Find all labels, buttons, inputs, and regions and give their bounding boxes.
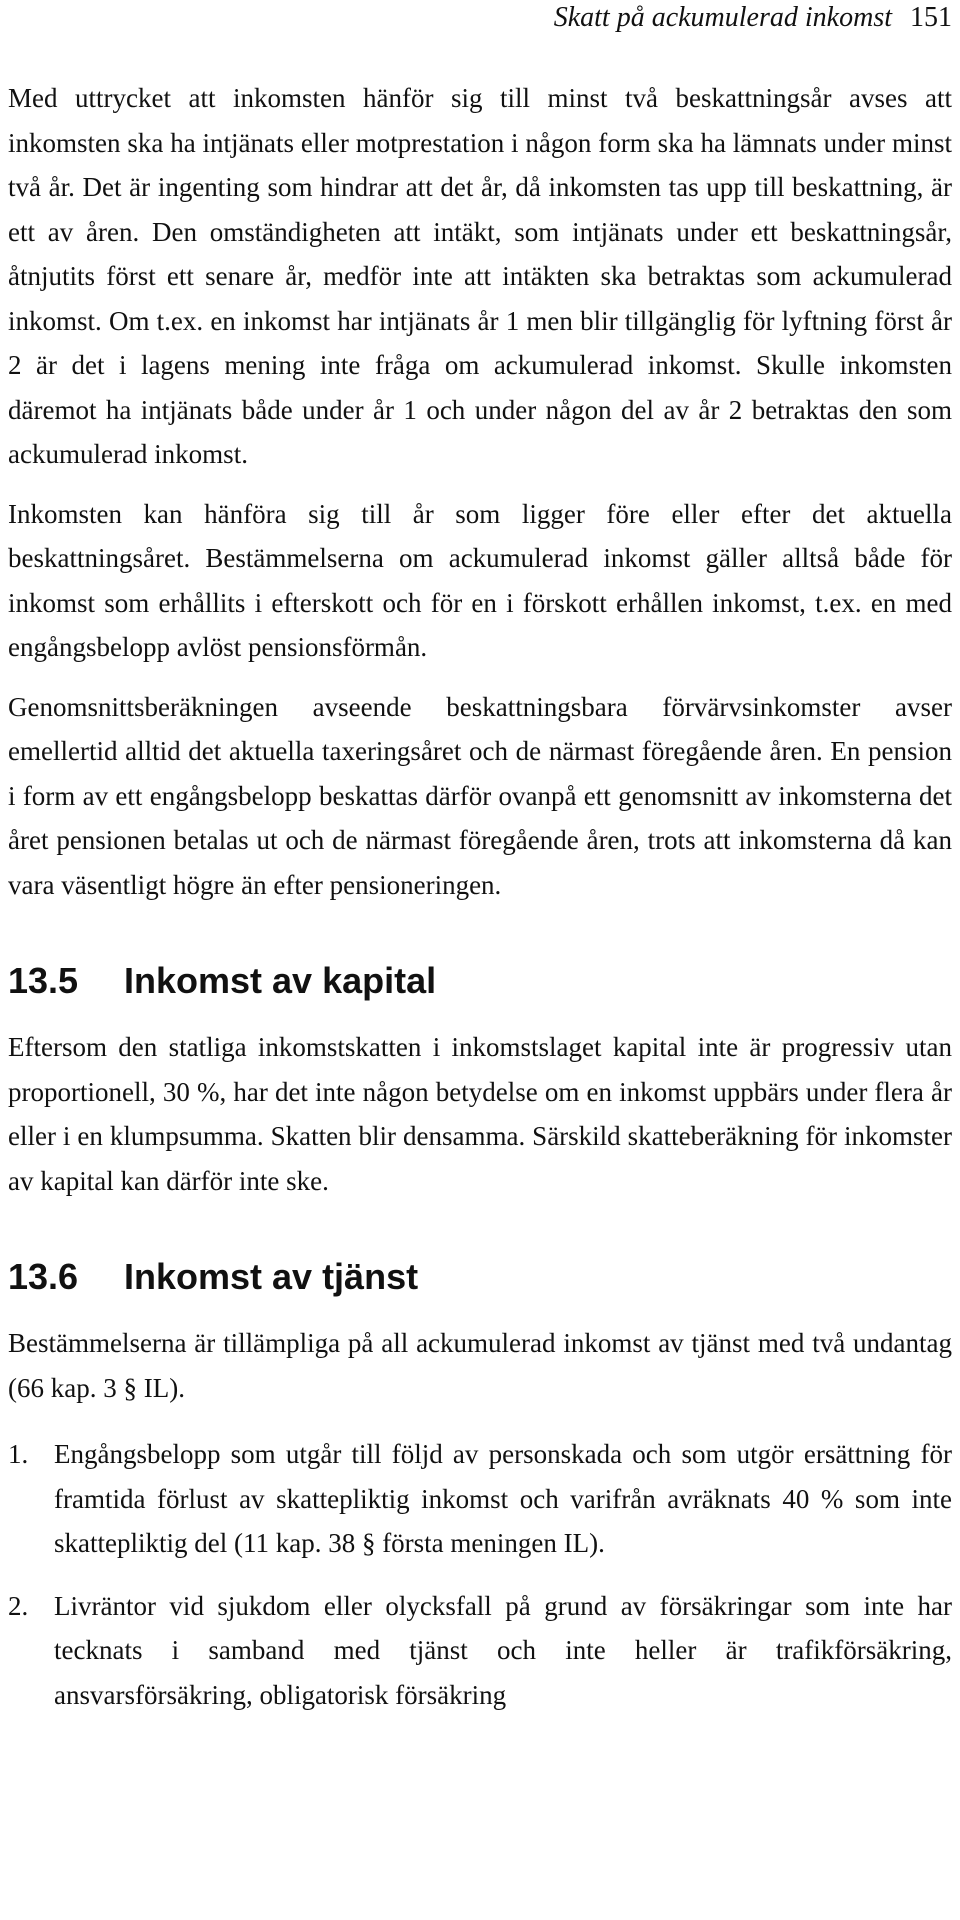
paragraph-13-5: Eftersom den statliga inkomstskatten i inkomstslaget kapital inte är progressiv utan proportionell, 30 %, har det inte någon betydelse om en inkomst uppbärs under flera år eller i en klumpsumma. Skatten blir densamma. Särskild skatteberäkning för inkomster av kapital kan därför inte ske.	[8, 1032, 952, 1196]
section-title: Inkomst av tjänst	[124, 1256, 419, 1297]
running-header-title: Skatt på ackumulerad inkomst	[553, 2, 892, 33]
list-item-marker: 1.	[8, 1439, 29, 1469]
list-item	[8, 1584, 952, 1718]
list-item	[8, 1432, 952, 1566]
page-number: 151	[910, 2, 952, 33]
document-body	[8, 76, 952, 1717]
paragraph-intro-3: Genomsnittsberäkningen avseende beskattningsbara förvärvsinkomster avser emellertid alltid det aktuella taxeringsåret och de närmast föregående åren. En pension i form av ett engångsbelopp beskattas därför ovanpå ett genomsnitt av inkomsterna det året pensionen betalas ut och de närmast föregående åren, trots att inkomsterna då kan vara väsentligt högre än efter pensioneringen.	[8, 691, 952, 900]
list-item-marker: 2.	[8, 1590, 29, 1621]
paragraph-intro-2: Inkomsten kan hänföra sig till år som ligger före eller efter det aktuella beskattningsåret. Bestämmelserna om ackumulerad inkomst gäller alltså både för inkomst som erhållits i efterskott och för en i förskott erhållen inkomst, t.ex. en med engångsbelopp avlöst pensionsförmån.	[8, 498, 952, 662]
section-heading-13-5	[8, 959, 952, 1003]
section-heading-13-6	[8, 1255, 952, 1299]
paragraph-13-6: Bestämmelserna är tillämpliga på all ackumulerad inkomst av tjänst med två undantag (66 kap. 3 § IL).	[8, 1328, 952, 1403]
section-number: 13.6	[8, 1256, 79, 1297]
running-header	[554, 0, 952, 36]
list-item-text: Livräntor vid sjukdom eller olycksfall på grund av försäkringar som inte har tecknats i samband med tjänst och inte heller är trafikförsäkring, ansvarsförsäkring, obligatorisk försäkring	[54, 1590, 952, 1710]
exception-list	[8, 1432, 952, 1717]
section-title: Inkomst av kapital	[124, 960, 437, 1001]
paragraph-intro-1: Med uttrycket att inkomsten hänför sig till minst två beskattningsår avses att inkomsten ska ha intjänats eller motprestation i någon form ska ha lämnats under minst två år. Det är ingenting som hindrar att det år, då inkomsten tas upp till beskattning, är ett av åren. Den omständigheten att intäkt, som intjänats under ett beskattningsår, åtnjutits först ett senare år, medför inte att intäkten ska betraktas som ackumulerad inkomst. Om t.ex. en inkomst har intjänats år 1 men blir tillgänglig för lyftning först år 2 är det i lagens mening inte fråga om ackumulerad inkomst. Skulle inkomsten däremot ha intjänats både under år 1 och under någon del av år 2 betraktas den som ackumulerad inkomst.	[8, 83, 952, 469]
list-item-text: Engångsbelopp som utgår till följd av personskada och som utgör ersättning för framtida förlust av skattepliktig inkomst och varifrån avräknats 40 % som inte skattepliktig del (11 kap. 38 § första meningen IL).	[54, 1439, 952, 1558]
section-number: 13.5	[8, 960, 79, 1001]
